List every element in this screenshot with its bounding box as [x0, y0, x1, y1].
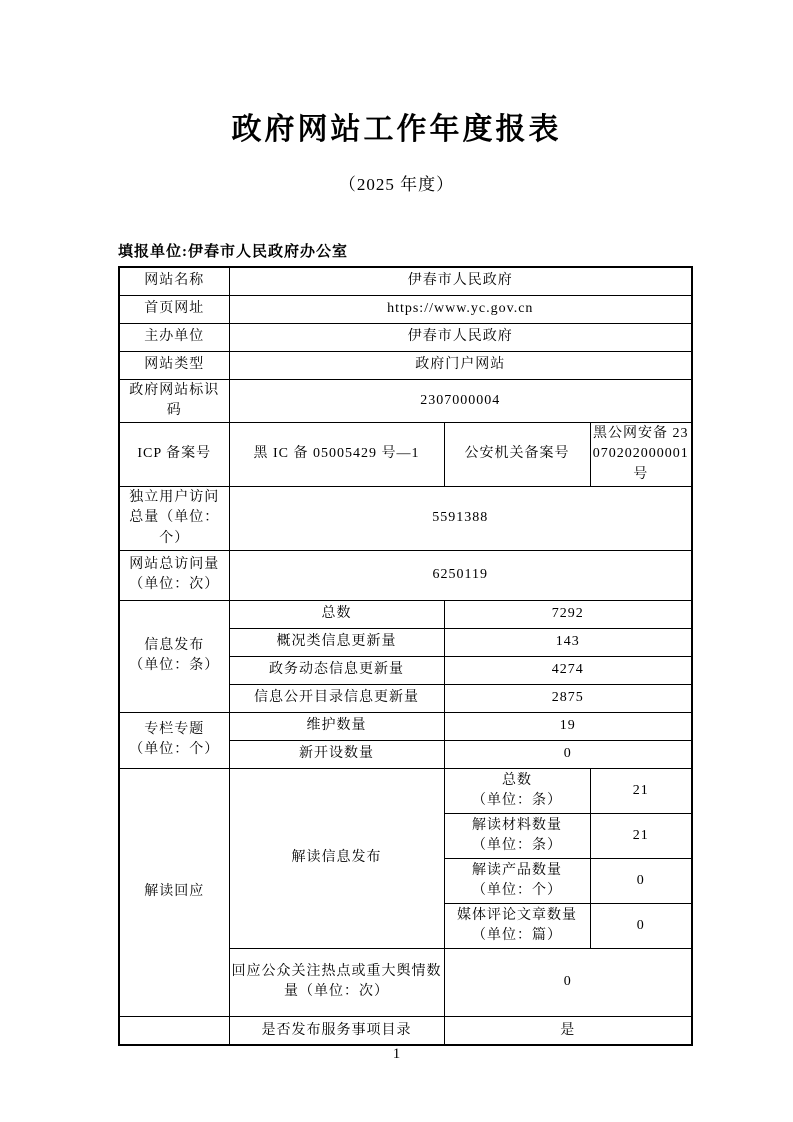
site-type-label: 网站类型 — [119, 351, 229, 379]
icp-label: ICP 备案号 — [119, 423, 229, 487]
row-organizer — [119, 323, 692, 351]
interpretation-products-unit: （单位：个） — [472, 882, 562, 898]
page-number: 1 — [392, 1046, 401, 1062]
special-columns-group-title: 专栏专题 — [144, 722, 205, 738]
info-publish-group-label — [119, 600, 229, 712]
total-visits-label: 网站总访问量（单位：次） — [119, 550, 229, 600]
service-catalog-label: 是否发布服务事项目录 — [229, 1016, 444, 1045]
service-catalog-spacer-cell — [119, 1016, 229, 1045]
info-publish-catalog-value: 2875 — [444, 684, 692, 712]
organizer-value: 伊春市人民政府 — [229, 323, 692, 351]
special-columns-group-unit: （单位：个） — [129, 742, 220, 758]
hotspot-response-value: 0 — [444, 948, 692, 1016]
site-code-value: 2307000004 — [229, 379, 692, 423]
info-publish-overview-label: 概况类信息更新量 — [229, 628, 444, 656]
special-columns-maintained-label: 维护数量 — [229, 712, 444, 740]
special-columns-new-value: 0 — [444, 740, 692, 768]
police-filing-value: 黑公网安备 23070202000001 号 — [590, 423, 692, 487]
row-total-visits — [119, 550, 692, 600]
document-subtitle: （2025 年度） — [338, 175, 455, 194]
row-interpretation-total — [119, 768, 692, 813]
interpretation-media-value: 0 — [590, 903, 692, 948]
reporting-unit-label: 填报单位:伊春市人民政府办公室 — [118, 244, 348, 260]
info-publish-group-unit: （单位：条） — [129, 658, 220, 674]
info-publish-total-label: 总数 — [229, 600, 444, 628]
site-code-label: 政府网站标识码 — [119, 379, 229, 423]
site-name-label: 网站名称 — [119, 267, 229, 295]
unique-visitors-value: 5591388 — [229, 487, 692, 551]
annual-report-table — [118, 266, 693, 1046]
row-unique-visitors — [119, 487, 692, 551]
unique-visitors-label: 独立用户访问总量（单位：个） — [119, 487, 229, 551]
interpretation-materials-value: 21 — [590, 813, 692, 858]
organizer-label: 主办单位 — [119, 323, 229, 351]
interpretation-total-title: 总数 — [502, 772, 532, 788]
home-url-value: https://www.yc.gov.cn — [229, 295, 692, 323]
interpretation-total-label — [444, 768, 590, 813]
row-site-name — [119, 267, 692, 295]
row-special-columns-maintained — [119, 712, 692, 740]
interpretation-media-label — [444, 903, 590, 948]
special-columns-maintained-value: 19 — [444, 712, 692, 740]
special-columns-group-label — [119, 712, 229, 768]
interpretation-media-unit: （单位：篇） — [472, 927, 562, 943]
row-icp — [119, 423, 692, 487]
interpretation-total-value: 21 — [590, 768, 692, 813]
interpretation-group-label: 解读回应 — [119, 768, 229, 1016]
site-name-value: 伊春市人民政府 — [229, 267, 692, 295]
interpretation-publish-label: 解读信息发布 — [229, 768, 444, 948]
info-publish-dynamic-value: 4274 — [444, 656, 692, 684]
interpretation-materials-label — [444, 813, 590, 858]
row-info-publish-total — [119, 600, 692, 628]
icp-value: 黑 IC 备 05005429 号—1 — [229, 423, 444, 487]
interpretation-products-label — [444, 858, 590, 903]
row-site-code — [119, 379, 692, 423]
interpretation-materials-title: 解读材料数量 — [472, 817, 562, 833]
info-publish-group-title: 信息发布 — [144, 638, 205, 654]
site-type-value: 政府门户网站 — [229, 351, 692, 379]
service-catalog-value: 是 — [444, 1016, 692, 1045]
interpretation-media-title: 媒体评论文章数量 — [457, 907, 577, 923]
interpretation-materials-unit: （单位：条） — [472, 837, 562, 853]
home-url-label: 首页网址 — [119, 295, 229, 323]
hotspot-response-label: 回应公众关注热点或重大舆情数量（单位：次） — [229, 948, 444, 1016]
info-publish-total-value: 7292 — [444, 600, 692, 628]
row-service-catalog — [119, 1016, 692, 1045]
police-filing-label: 公安机关备案号 — [444, 423, 590, 487]
interpretation-total-unit: （单位：条） — [472, 792, 562, 808]
info-publish-catalog-label: 信息公开目录信息更新量 — [229, 684, 444, 712]
total-visits-value: 6250119 — [229, 550, 692, 600]
info-publish-dynamic-label: 政务动态信息更新量 — [229, 656, 444, 684]
row-site-type — [119, 351, 692, 379]
document-title: 政府网站工作年度报表 — [231, 112, 562, 147]
interpretation-products-title: 解读产品数量 — [472, 862, 562, 878]
interpretation-products-value: 0 — [590, 858, 692, 903]
special-columns-new-label: 新开设数量 — [229, 740, 444, 768]
info-publish-overview-value: 143 — [444, 628, 692, 656]
row-home-url — [119, 295, 692, 323]
